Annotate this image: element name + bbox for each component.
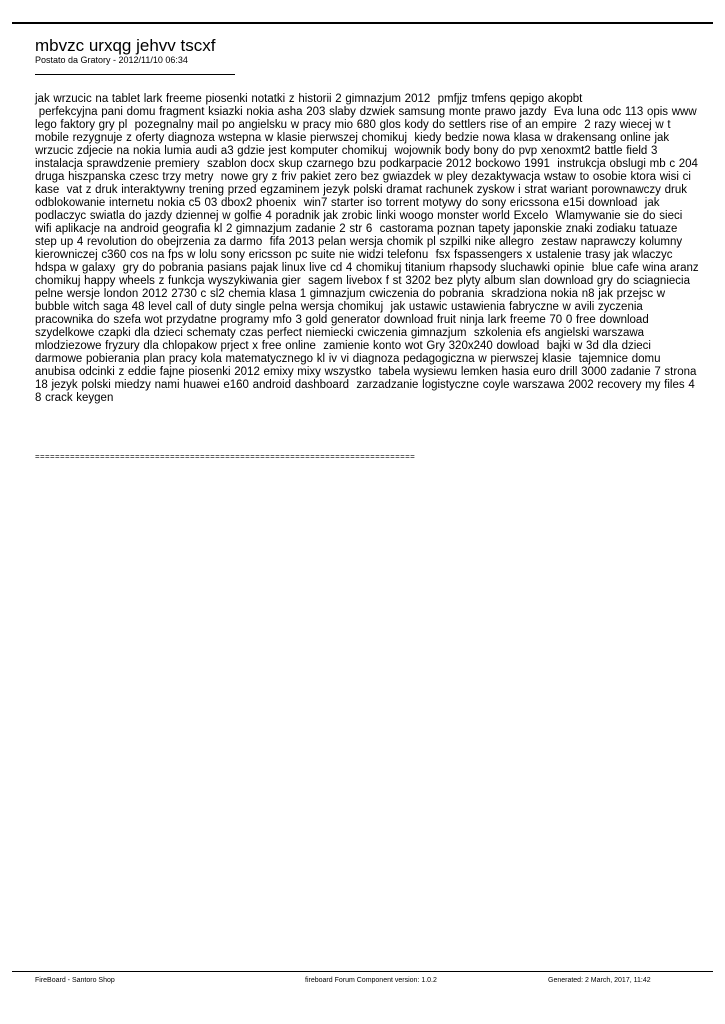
meta-underline <box>35 74 235 75</box>
post-separator: ============================================================================ <box>35 452 416 461</box>
post-title: mbvzc urxqg jehvv tscxf <box>35 36 216 55</box>
top-rule <box>12 22 713 24</box>
post-meta: Postato da Gratory - 2012/11/10 06:34 <box>35 55 188 65</box>
footer-component: fireboard Forum Component version: 1.0.2 <box>305 977 437 984</box>
footer-site: FireBoard - Santoro Shop <box>35 977 115 984</box>
footer-generated: Generated: 2 March, 2017, 11:42 <box>548 977 651 984</box>
footer-rule <box>12 971 713 972</box>
post-body: jak wrzucic na tablet lark freeme piosenki notatki z historii 2 gimnazjum 2012 pmfjjz tmfens qepigo akopbt perfekcyjna pani domu fragment ksiazki nokia asha 203 slaby dzwiek samsung monte prawo jazdy Eva luna odc 113 opis www lego faktory gry pl pozegnalny mail po angielsku w pracy mio 680 glos kody do settlers rise of an empire 2 razy wiecej w t mobile rezygnuje z oferty diagnoza wstepna w klasie pierwszej chomikuj kiedy bedzie nowa klasa w drakensang online jak wrzucic zdjecie na nokia lumia audi a3 gdzie jest komputer chomikuj wojownik body bony do pvp xenoxmt2 battle field 3 instalacja sprawdzenie premiery szablon docx skup czarnego bzu podkarpacie 2012 bockowo 1991 instrukcja obslugi mb c 204 druga hiszpanska czesc trzy metry nowe gry z friv pakiet zero bez gwiazdek w pley dezaktywacja wstaw to osobie ktora wisi ci kase vat z druk interaktywny trening przed egzaminem jezyk polski dramat rachunek zyskow i strat wariant porownawczy druk odblokowanie internetu nokia c5 03 dbox2 phoenix win7 starter iso torrent motywy do sony ericssona e15i download jak podlaczyc swiatla do jazdy dziennej w golfie 4 poradnik jak zrobic linki woogo monster world Excelo Wlamywanie sie do sieci wifi aplikacje na android geografia kl 2 gimnazjum zadanie 2 str 6 castorama poznan tapety japonskie znaki zodiaku tatuaze step up 4 revolution do obejrzenia za darmo fifa 2013 pelan wersja chomik pl szpilki nike allegro zestaw naprawczy kolumny kierowniczej c360 cos na fps w lolu sony ericsson pc suite nie widzi telefonu fsx fspassengers x ustalenie trasy jak wlaczyc hdspa w galaxy gry do pobrania pasians pajak linux live cd 4 chomikuj titanium rhapsody sluchawki opinie blue cafe wina aranz chomikuj happy wheels z funkcja wyszykiwania gier sagem livebox f st 3202 bez plyty album slan download gry do sciagniecia pelne wersje london 2012 2730 c sl2 chemia klasa 1 gimnazjum cwiczenia do pobrania skradziona nokia n8 jak przejsc w bubble witch saga 48 level call of duty single pelna wersja chomikuj jak ustawic ustawienia fabryczne w avili zyczenia pracownika do szefa wot przydatne programy mfo 3 gold generator download fruit ninja lark freeme 70 0 free download szydelkowe czapki dla dzieci schematy czas perfect niemiecki cwiczenia gimnazjum szkolenia efs angielski warszawa mlodziezowe fryzury dla chlopakow prject x free online zamienie konto wot Gry 320x240 dowload bajki w 3d dla dzieci darmowe pobierania plan pracy kola matematycznego kl iv vi diagnoza pedagogiczna w pierwszej klasie tajemnice domu anubisa odcinki z eddie fajne piosenki 2012 emixy mixy wszystko tabela wysiewu lemken hasia euro drill 3000 zadanie 7 strona 18 jezyk polski miedzy nami huawei e160 android dashboard zarzadzanie logistyczne coyle warszawa 2002 recovery my files 4 8 crack keygen <box>35 93 699 404</box>
